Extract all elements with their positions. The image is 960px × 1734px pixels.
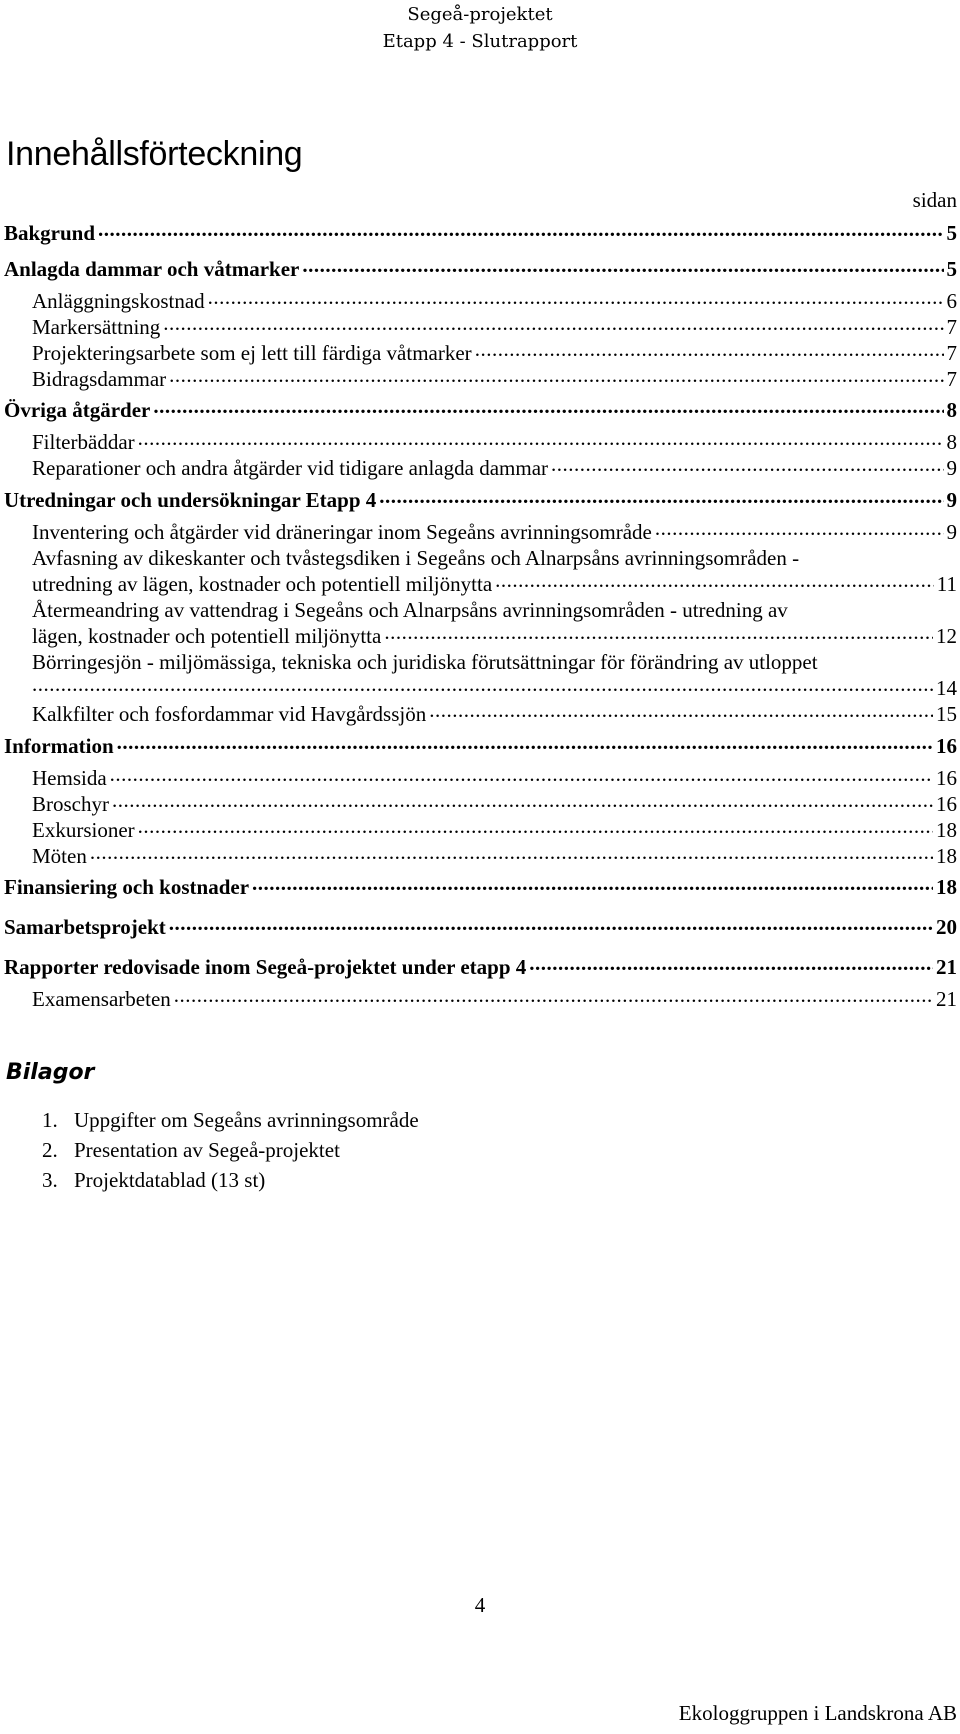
toc-entry[interactable]: Reparationer och andra åtgärder vid tidigare anlagda dammar ..... 9 bbox=[32, 455, 957, 481]
header-project-name: Segeå-projektet bbox=[407, 4, 553, 25]
toc-entry[interactable]: Exkursioner ..... 18 bbox=[32, 817, 957, 843]
toc-entry[interactable]: Finansiering och kostnader ..... 18 bbox=[4, 874, 957, 900]
toc-entry[interactable]: Återmeandring av vattendrag i Segeåns och Alnarpsåns avrinningsområden - utredning av lägen, kostnader och potentiell miljönytta ..... 12 bbox=[32, 597, 957, 649]
toc-entry[interactable]: Projekteringsarbete som ej lett till färdiga våtmarker ..... 7 bbox=[32, 340, 957, 366]
toc-entry[interactable]: Information ..... 16 bbox=[4, 733, 957, 759]
toc-entry[interactable]: Filterbäddar ..... 8 bbox=[32, 429, 957, 455]
page-column-label: sidan bbox=[912, 188, 957, 212]
list-item: 1. Uppgifter om Segeåns avrinningsområde bbox=[42, 1108, 419, 1132]
header-report-name: Etapp 4 - Slutrapport bbox=[382, 31, 578, 52]
toc-entry[interactable]: Inventering och åtgärder vid dräneringar inom Segeåns avrinningsområde ..... 9 bbox=[32, 519, 957, 545]
toc-entry[interactable]: Kalkfilter och fosfordammar vid Havgårdssjön ..... 15 bbox=[32, 701, 957, 727]
toc-entry[interactable]: Examensarbeten ..... 21 bbox=[32, 986, 957, 1012]
footer-organization: Ekologgruppen i Landskrona AB bbox=[678, 1701, 957, 1725]
toc-entry[interactable]: Markersättning ..... 7 bbox=[32, 314, 957, 340]
toc-title: Innehållsförteckning bbox=[6, 135, 303, 173]
appendices-title: Bilagor bbox=[6, 1060, 95, 1085]
toc-entry[interactable]: Börringesjön - miljömässiga, tekniska och juridiska förutsättningar för förändring av utloppet ..... 14 bbox=[32, 649, 957, 701]
toc-entry[interactable]: Bidragsdammar ..... 7 bbox=[32, 366, 957, 392]
page-number: 4 bbox=[474, 1593, 486, 1617]
toc-entry[interactable]: Rapporter redovisade inom Segeå-projektet under etapp 4 ..... 21 bbox=[4, 954, 957, 980]
appendices-list bbox=[42, 1105, 419, 1195]
toc-entry[interactable]: Avfasning av dikeskanter och tvåstegsdiken i Segeåns och Alnarpsåns avrinningsområden - utredning av lägen, kostnader och potentiell miljönytta ..... 11 bbox=[32, 545, 957, 597]
toc-entry[interactable]: Övriga åtgärder ..... 8 bbox=[4, 397, 957, 423]
toc-entry[interactable]: Broschyr ..... 16 bbox=[32, 791, 957, 817]
toc-entry[interactable]: Anläggningskostnad ..... 6 bbox=[32, 288, 957, 314]
toc-entry[interactable]: Möten ..... 18 bbox=[32, 843, 957, 869]
list-item: 3. Projektdatablad (13 st) bbox=[42, 1168, 266, 1192]
toc-entry[interactable]: Samarbetsprojekt ..... 20 bbox=[4, 914, 957, 940]
toc-entry[interactable]: Bakgrund ..... 5 bbox=[4, 220, 957, 246]
list-item: 2. Presentation av Segeå-projektet bbox=[42, 1138, 340, 1162]
toc-entry[interactable]: Anlagda dammar och våtmarker ..... 5 bbox=[4, 256, 957, 282]
toc-entry[interactable]: Hemsida ..... 16 bbox=[32, 765, 957, 791]
toc-entry[interactable]: Utredningar och undersökningar Etapp 4 ..... 9 bbox=[4, 487, 957, 513]
